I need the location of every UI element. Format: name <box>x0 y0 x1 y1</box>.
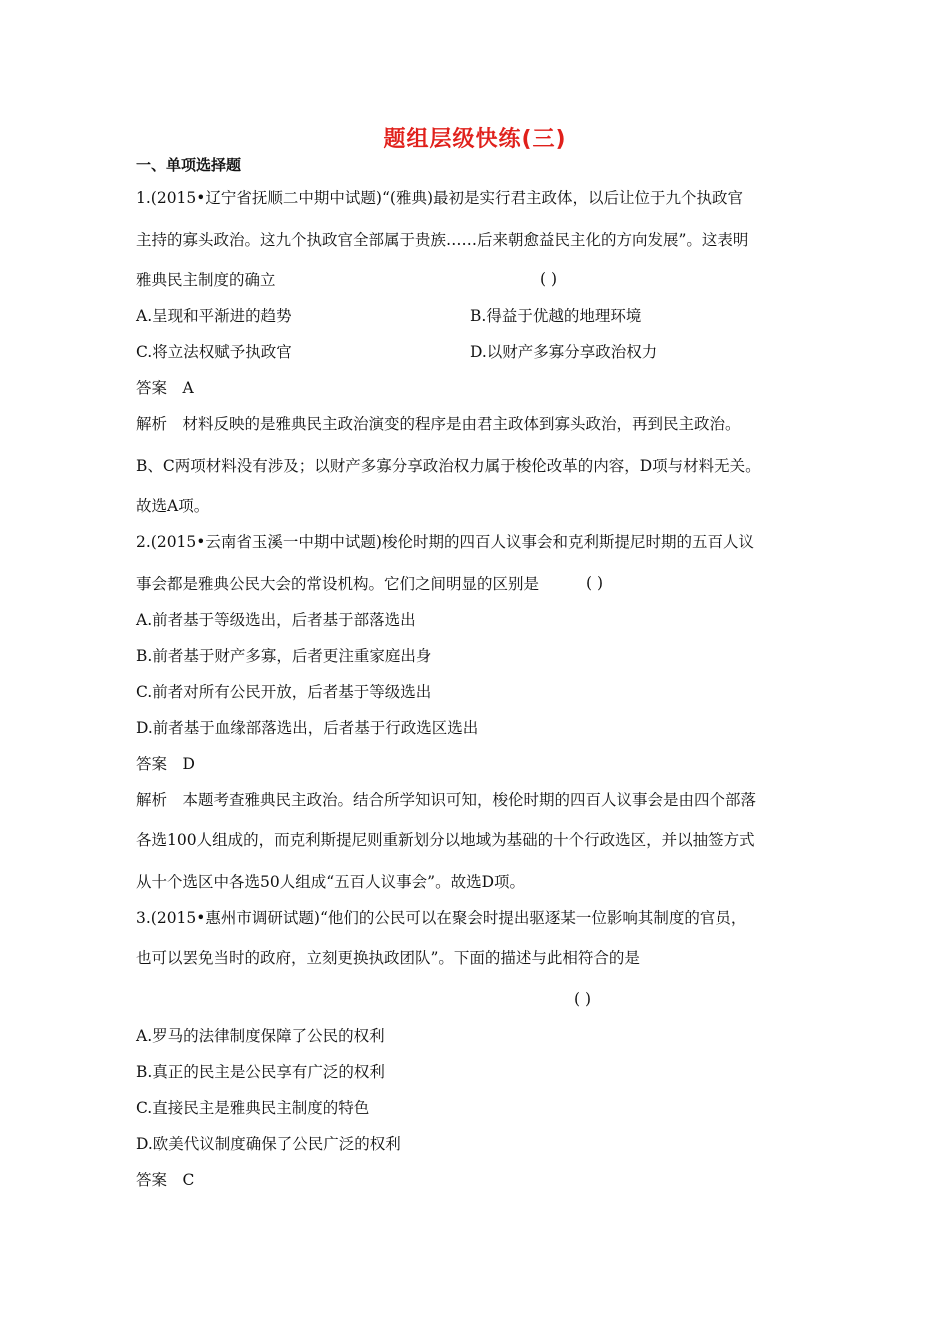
q2-option-c: C.前者对所有公民开放，后者基于等级选出 <box>136 683 432 701</box>
q3-option-c: C.直接民主是雅典民主制度的特色 <box>136 1099 370 1117</box>
q3-option-b: B.真正的民主是公民享有广泛的权利 <box>136 1063 385 1081</box>
q1-option-d: D.以财产多寡分享政治权力 <box>470 343 658 361</box>
q2-analysis-line-1: 解析 本题考查雅典民主政治。结合所学知识可知，梭伦时期的四百人议事会是由四个部落 <box>136 791 757 809</box>
q3-stem-line-1: 3.(2015•惠州市调研试题)“他们的公民可以在聚会时提出驱逐某一位影响其制度的官员， <box>136 909 747 927</box>
q1-option-a: A.呈现和平渐进的趋势 <box>136 307 292 325</box>
q1-stem-line-3: 雅典民主制度的确立 <box>136 271 276 289</box>
q1-answer: 答案 A <box>136 379 194 397</box>
q2-option-b: B.前者基于财产多寡，后者更注重家庭出身 <box>136 647 432 665</box>
q2-answer: 答案 D <box>136 755 195 773</box>
section-heading: 一、单项选择题 <box>136 156 242 174</box>
q1-analysis-line-1: 解析 材料反映的是雅典民主政治演变的程序是由君主政体到寡头政治，再到民主政治。 <box>136 415 741 433</box>
q1-answer-paren: ( ) <box>540 270 558 288</box>
q2-option-d: D.前者基于血缘部落选出，后者基于行政选区选出 <box>136 719 479 737</box>
q2-stem-line-2: 事会都是雅典公民大会的常设机构。它们之间明显的区别是 <box>136 575 540 593</box>
q2-analysis-line-3: 从十个选区中各选50人组成“五百人议事会”。故选D项。 <box>136 873 526 891</box>
q1-analysis-line-3: 故选A项。 <box>136 497 210 515</box>
q1-stem-line-2: 主持的寡头政治。这九个执政官全部属于贵族……后来朝愈益民主化的方向发展”。这表明 <box>136 231 749 249</box>
q2-stem-line-1: 2.(2015•云南省玉溪一中期中试题)梭伦时期的四百人议事会和克利斯提尼时期的五百人议 <box>136 533 754 551</box>
q1-stem-line-1: 1.(2015•辽宁省抚顺二中期中试题)“(雅典)最初是实行君主政体，以后让位于九个执政官 <box>136 189 743 207</box>
q3-answer-paren: ( ) <box>574 990 592 1008</box>
q3-option-a: A.罗马的法律制度保障了公民的权利 <box>136 1027 385 1045</box>
q2-analysis-line-2: 各选100人组成的，而克利斯提尼则重新划分以地域为基础的十个行政选区，并以抽签方式 <box>136 831 755 849</box>
q1-analysis-line-2: B、C两项材料没有涉及；以财产多寡分享政治权力属于梭伦改革的内容，D项与材料无关。 <box>136 457 761 475</box>
q2-answer-paren: ( ) <box>586 574 604 592</box>
page-title: 题组层级快练(三) <box>383 127 567 152</box>
q3-option-d: D.欧美代议制度确保了公民广泛的权利 <box>136 1135 401 1153</box>
q3-answer: 答案 C <box>136 1171 195 1189</box>
q2-option-a: A.前者基于等级选出，后者基于部落选出 <box>136 611 416 629</box>
q1-option-b: B.得益于优越的地理环境 <box>470 307 642 325</box>
q1-option-c: C.将立法权赋予执政官 <box>136 343 292 361</box>
q3-stem-line-2: 也可以罢免当时的政府，立刻更换执政团队”。下面的描述与此相符合的是 <box>136 949 640 967</box>
